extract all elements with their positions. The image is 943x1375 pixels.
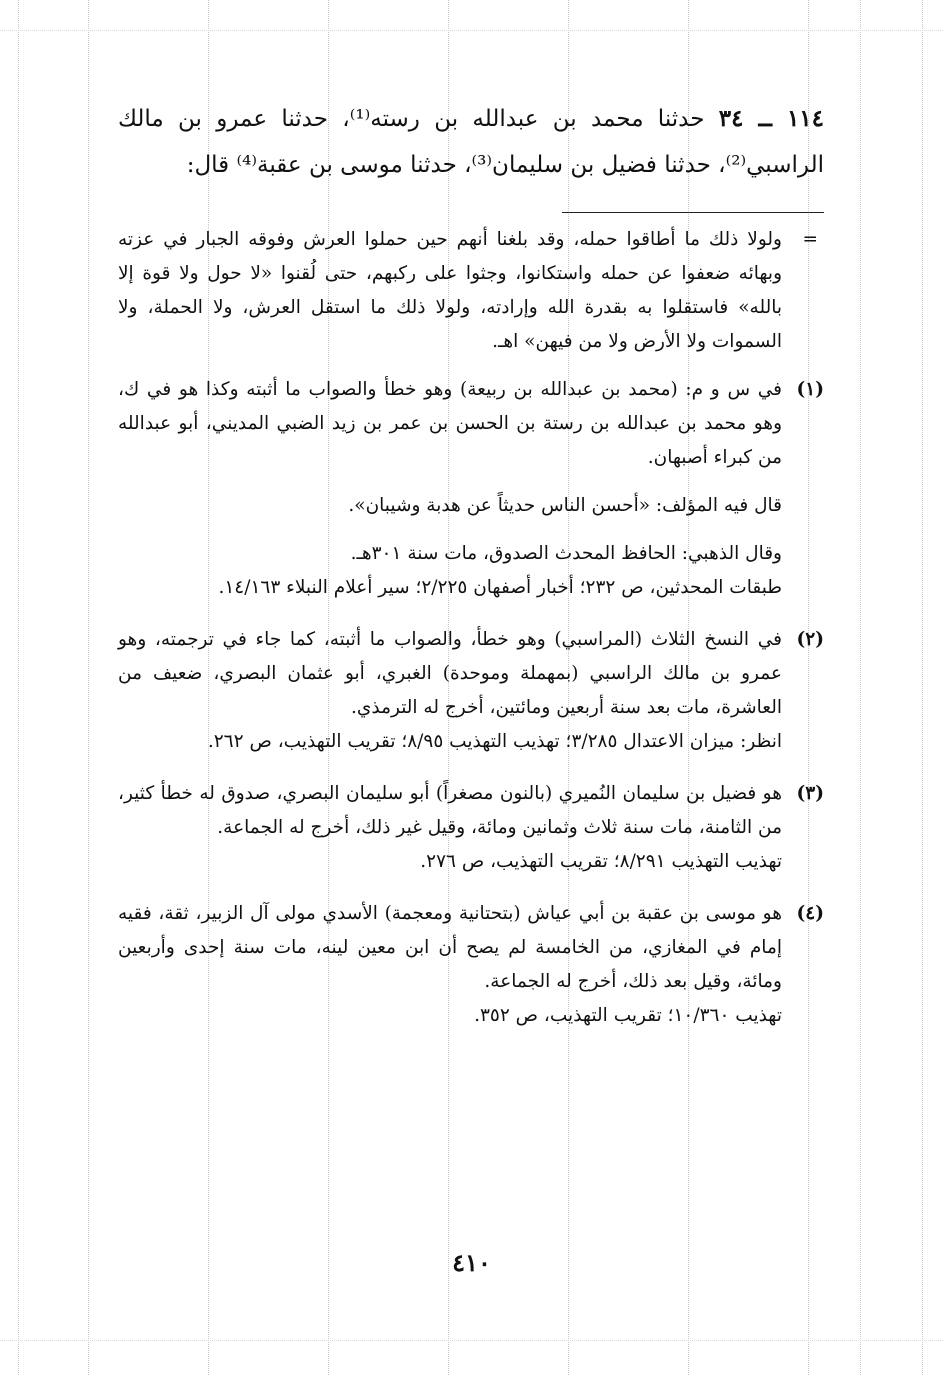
footnote-text: هو فضيل بن سليمان النُميري (بالنون مصغراً) أبو سليمان البصري، صدوق له خطأ كثير، من الثامنة، مات سنة ثلاث وثمانين ومائة، وقيل غير ذلك، أخرج له الجماعة. [118,783,782,838]
footnote-text: في النسخ الثلاث (المراسبي) وهو خطأ، والصواب ما أثبته، كما جاء في ترجمته، وهو عمرو بن مالك الراسبي (بمهملة وموحدة) الغبري، أبو عثمان البصري، ضعيف من العاشرة، مات بعد سنة أربعين ومائتين، أخرج له الترمذي. [118,629,782,718]
footnote-reference: طبقات المحدثين، ص ٢٣٢؛ أخبار أصفهان ٢/٢٢٥؛ سير أعلام النبلاء ١٤/١٦٣. [218,577,782,598]
footnote-separator [562,212,824,213]
footnote-number: (٢) [796,629,824,650]
hadith-paragraph [118,96,824,188]
footnote-reference: انظر: ميزان الاعتدال ٣/٢٨٥؛ تهذيب التهذيب ٨/٩٥؛ تقريب التهذيب، ص ٢٦٢. [207,731,782,752]
continuation-mark: = [802,229,818,250]
footnote-1 [118,373,824,605]
footnote-reference: تهذيب ١٠/٣٦٠؛ تقريب التهذيب، ص ٣٥٢. [474,1005,782,1026]
footnote-text: في س و م: (محمد بن عبدالله بن ربيعة) وهو خطأ والصواب ما أثبته وكذا هو في ك، وهو محمد بن عبدالله بن رستة بن الحسن بن عمر بن زيد الضبي المديني، أبو عبدالله من كبراء أصبهان. [118,379,782,468]
footnote-number: (٣) [796,783,824,804]
page-body [118,96,824,1051]
continuation-text: ولولا ذلك ما أطاقوا حمله، وقد بلغنا أنهم حين حملوا العرش وفوقه الجبار في عزته وبهائه ضعفوا عن حمله واستكانوا، وجثوا على ركبهم، حتى لُقنوا «لا حول ولا قوة إلا بالله» فاستقلوا به بقدرة الله وإرادته، ولولا ذلك ما استقل العرش، ولا الحملة، ولا السموات ولا الأرض ولا من فيهن» اهـ. [118,229,782,352]
footnote-number: (١) [796,379,824,400]
page-number: ٤١٠ [452,1248,491,1277]
hadith-number: ١١٤ ــ ٣٤ [718,105,824,132]
hadith-text: حدثنا محمد بن عبدالله بن رسته⁽¹⁾، حدثنا عمرو بن مالك الراسبي⁽²⁾، حدثنا فضيل بن سليمان⁽³⁾، حدثنا موسى بن عقبة⁽⁴⁾ قال: [118,106,824,178]
footnote-2 [118,623,824,759]
footnote-text: هو موسى بن عقبة بن أبي عياش (بتحتانية ومعجمة) الأسدي مولى آل الزبير، ثقة، فقيه إمام في المغازي، من الخامسة لم يصح أن ابن معين لينه، مات سنة إحدى وأربعين ومائة، وقيل بعد ذلك، أخرج له الجماعة. [118,903,782,992]
footnote-text: قال فيه المؤلف: «أحسن الناس حديثاً عن هدبة وشيبان». [348,495,782,516]
footnote-continuation [118,223,824,359]
footnote-number: (٤) [796,903,824,924]
footnote-3 [118,777,824,879]
footnote-4 [118,897,824,1033]
footnote-text: وقال الذهبي: الحافظ المحدث الصدوق، مات سنة ٣٠١هـ. [350,543,782,564]
footnote-reference: تهذيب التهذيب ٨/٢٩١؛ تقريب التهذيب، ص ٢٧٦. [420,851,782,872]
